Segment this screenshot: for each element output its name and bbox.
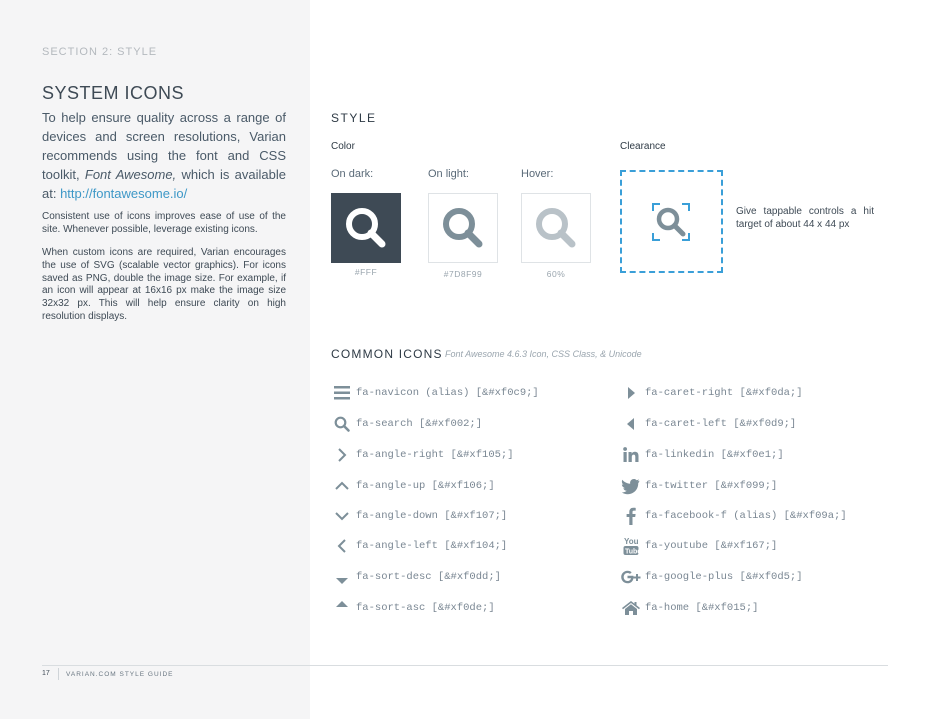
icon-code: fa-youtube [&#xf167;] bbox=[645, 540, 778, 552]
intro-text-2: which is available at: bbox=[42, 167, 286, 201]
clearance-icon-bounds bbox=[651, 202, 691, 242]
icon-code: fa-linkedin [&#xf0e1;] bbox=[645, 449, 784, 461]
icon-code: fa-twitter [&#xf099;] bbox=[645, 480, 778, 492]
icon-row-angle-right bbox=[331, 445, 514, 465]
twitter-icon bbox=[620, 476, 642, 496]
consistency-paragraph: Consistent use of icons improves ease of use of the site. Whenever possible, leverage existing icons. bbox=[42, 211, 286, 235]
intro-font-awesome: Font Awesome, bbox=[84, 167, 177, 182]
clearance-label: Clearance bbox=[620, 141, 666, 152]
icon-row-angle-up bbox=[331, 476, 495, 496]
on-light-label: On light: bbox=[428, 168, 469, 180]
icon-code: fa-sort-asc [&#xf0de;] bbox=[356, 602, 495, 614]
svg-text:You: You bbox=[624, 537, 639, 546]
angle-up-icon bbox=[331, 476, 353, 496]
sort-desc-icon bbox=[331, 567, 353, 587]
icon-code: fa-angle-down [&#xf107;] bbox=[356, 510, 508, 522]
icon-row-google-plus bbox=[620, 567, 803, 587]
intro-text: To help ensure quality across a range of devices and screen resolutions, Varian recommends using the font and CSS toolkit, bbox=[42, 110, 286, 182]
icon-row-search bbox=[331, 414, 482, 434]
hover-caption: 60% bbox=[546, 269, 566, 279]
icon-row-caret-right bbox=[620, 383, 803, 403]
footer-divider bbox=[42, 665, 888, 666]
color-label: Color bbox=[331, 141, 355, 152]
clearance-note: Give tappable controls a hit target of about 44 x 44 px bbox=[736, 206, 874, 230]
icon-code: fa-facebook-f (alias) [&#xf09a;] bbox=[645, 510, 847, 522]
on-light-swatch bbox=[428, 193, 498, 263]
icon-code: fa-sort-desc [&#xf0dd;] bbox=[356, 571, 501, 583]
svg-text:Tube: Tube bbox=[625, 548, 642, 556]
search-icon bbox=[331, 414, 353, 434]
caret-right-icon bbox=[620, 383, 642, 403]
common-icons-heading: COMMON ICONS bbox=[331, 347, 443, 361]
common-icons-subheading: Font Awesome 4.6.3 Icon, CSS Class, & Unicode bbox=[445, 349, 642, 359]
angle-down-icon bbox=[331, 506, 353, 526]
search-icon bbox=[534, 206, 578, 250]
facebook-icon bbox=[620, 506, 642, 526]
page-number: 17 bbox=[42, 670, 50, 677]
linkedin-icon bbox=[620, 445, 642, 465]
icon-row-navicon bbox=[331, 383, 539, 403]
on-light-caption: #7D8F99 bbox=[443, 269, 483, 279]
hover-label: Hover: bbox=[521, 168, 554, 180]
section-label: SECTION 2: STYLE bbox=[42, 46, 158, 58]
style-heading: STYLE bbox=[331, 111, 377, 125]
footer-separator bbox=[58, 668, 59, 680]
on-dark-label: On dark: bbox=[331, 168, 374, 180]
google-plus-icon bbox=[620, 567, 642, 587]
search-icon bbox=[441, 206, 485, 250]
angle-right-icon bbox=[331, 445, 353, 465]
icon-row-caret-left bbox=[620, 414, 796, 434]
icon-row-facebook bbox=[620, 506, 847, 526]
on-dark-swatch bbox=[331, 193, 401, 263]
icon-row-linkedin bbox=[620, 445, 784, 465]
search-icon bbox=[344, 206, 388, 250]
icon-row-youtube bbox=[620, 536, 777, 556]
icon-code: fa-search [&#xf002;] bbox=[356, 418, 483, 430]
icon-code: fa-angle-left [&#xf104;] bbox=[356, 540, 508, 552]
on-dark-caption: #FFF bbox=[354, 267, 378, 277]
icon-row-sort-asc bbox=[331, 598, 495, 618]
page-title: SYSTEM ICONS bbox=[42, 83, 185, 103]
icon-code: fa-angle-up [&#xf106;] bbox=[356, 480, 495, 492]
icon-row-home bbox=[620, 598, 758, 618]
font-awesome-link[interactable]: http://fontawesome.io/ bbox=[60, 186, 188, 201]
icon-row-angle-left bbox=[331, 536, 507, 556]
icon-row-sort-desc bbox=[331, 567, 501, 587]
navicon-icon bbox=[331, 383, 353, 403]
icon-code: fa-navicon (alias) [&#xf0c9;] bbox=[356, 387, 539, 399]
footer-guide-name: VARIAN.COM STYLE GUIDE bbox=[66, 671, 174, 678]
home-icon bbox=[620, 598, 642, 618]
angle-left-icon bbox=[331, 536, 353, 556]
intro-paragraph bbox=[42, 108, 286, 203]
icon-code: fa-caret-left [&#xf0d9;] bbox=[645, 418, 797, 430]
icon-code: fa-google-plus [&#xf0d5;] bbox=[645, 571, 803, 583]
icon-row-twitter bbox=[620, 476, 777, 496]
icon-code: fa-angle-right [&#xf105;] bbox=[356, 449, 514, 461]
youtube-icon bbox=[620, 536, 642, 556]
hover-swatch bbox=[521, 193, 591, 263]
icon-row-angle-down bbox=[331, 506, 507, 526]
sort-asc-icon bbox=[331, 598, 353, 618]
caret-left-icon bbox=[620, 414, 642, 434]
custom-icons-paragraph: When custom icons are required, Varian encourages the use of SVG (scalable vector graphics). For icons saved as PNG, double the image size. For example, if an icon will appear at 16x16 px make the image size 32x32 px. This will help ensure clarity on high resolution displays. bbox=[42, 247, 286, 322]
icon-code: fa-home [&#xf015;] bbox=[645, 602, 759, 614]
icon-code: fa-caret-right [&#xf0da;] bbox=[645, 387, 803, 399]
